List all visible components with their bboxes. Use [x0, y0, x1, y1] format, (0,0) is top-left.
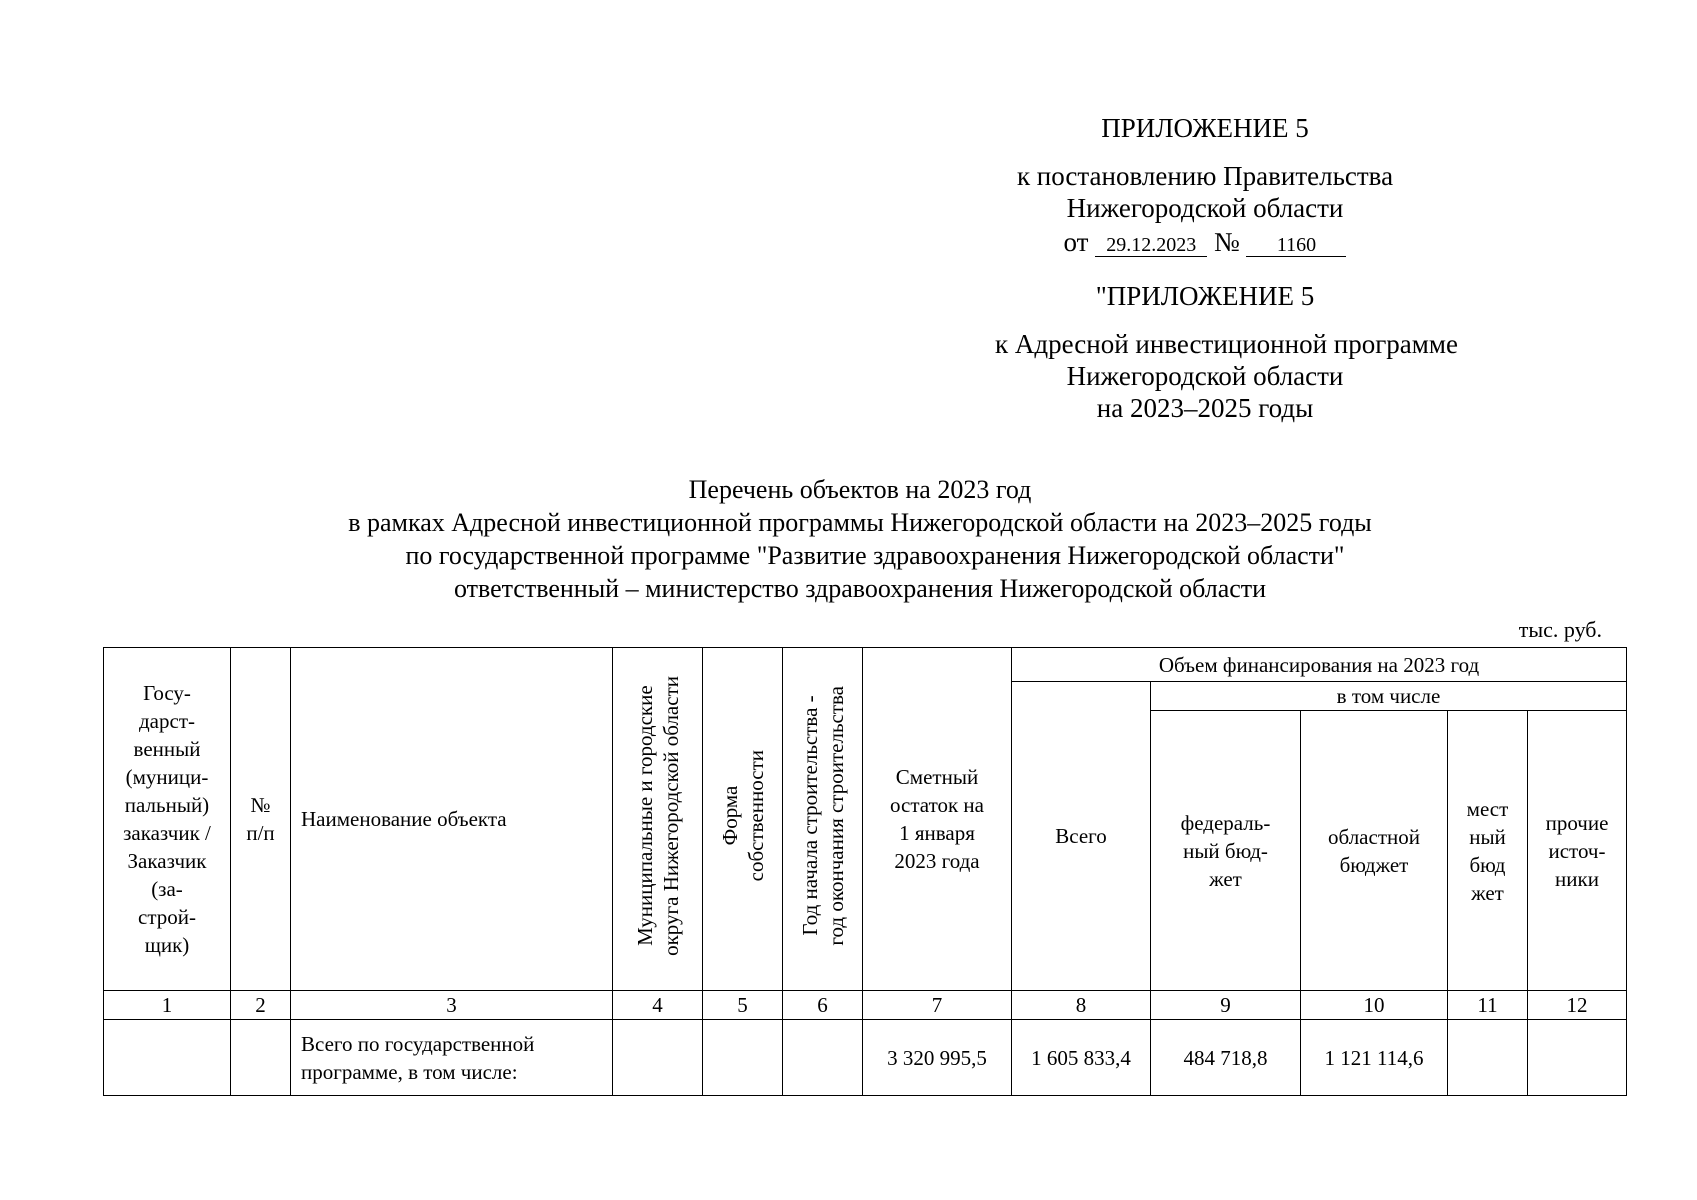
cell-total: 1 605 833,4 [1012, 1020, 1151, 1096]
title-line-3: по государственной программе "Развитие здравоохранения Нижегородской области" [405, 541, 1345, 570]
program-line-2: Нижегородской области [1066, 361, 1344, 391]
decree-date: 29.12.2023 [1095, 234, 1207, 257]
header-total: Всего [1012, 682, 1151, 991]
cell-customer [104, 1020, 231, 1096]
column-numbers-row [104, 991, 1627, 1020]
document-title [260, 473, 1460, 605]
col-number: 10 [1301, 991, 1448, 1020]
col-number: 5 [703, 991, 783, 1020]
appendix-title: ПРИЛОЖЕНИЕ 5 [1101, 113, 1309, 143]
appendix-header [995, 112, 1458, 424]
col-number: 7 [863, 991, 1012, 1020]
cell-local [1448, 1020, 1528, 1096]
col-number: 11 [1448, 991, 1528, 1020]
header-years [783, 648, 863, 991]
number-prefix: № [1213, 227, 1240, 257]
cell-num [231, 1020, 291, 1096]
title-line-1: Перечень объектов на 2023 год [688, 475, 1032, 504]
cell-other [1528, 1020, 1627, 1096]
col-number: 4 [613, 991, 703, 1020]
program-line-3: на 2023–2025 годы [1096, 393, 1314, 423]
header-name: Наименование объекта [291, 648, 613, 991]
decree-line-1: к постановлению Правительства [1016, 161, 1394, 191]
decree-date-line [995, 226, 1415, 258]
header-customer: Госу- дарст- венный (муници- пальный) заказчик / Заказчик (за- строй- щик) [104, 648, 231, 991]
decree-number: 1160 [1246, 234, 1346, 257]
header-num: № п/п [231, 648, 291, 991]
header-local: мест ный бюд жет [1448, 711, 1528, 991]
header-other: прочие источ- ники [1528, 711, 1627, 991]
col-number: 2 [231, 991, 291, 1020]
title-line-4: ответственный – министерство здравоохранения Нижегородской области [453, 574, 1267, 603]
header-regional: областной бюджет [1301, 711, 1448, 991]
cell-ownership [703, 1020, 783, 1096]
col-number: 9 [1151, 991, 1301, 1020]
header-federal: федераль- ный бюд- жет [1151, 711, 1301, 991]
header-balance: Сметный остаток на 1 января 2023 года [863, 648, 1012, 991]
cell-municipal [613, 1020, 703, 1096]
cell-name: Всего по государственной программе, в том числе: [291, 1020, 613, 1096]
cell-federal: 484 718,8 [1151, 1020, 1301, 1096]
cell-balance: 3 320 995,5 [863, 1020, 1012, 1096]
quoted-appendix-title: "ПРИЛОЖЕНИЕ 5 [1095, 281, 1315, 311]
col-number: 12 [1528, 991, 1627, 1020]
cell-years [783, 1020, 863, 1096]
program-line-1: к Адресной инвестиционной программе [995, 329, 1458, 359]
decree-line-2: Нижегородской области [1066, 193, 1344, 223]
header-years-text: Год начала строительства - год окончания строительства [797, 685, 848, 946]
col-number: 8 [1012, 991, 1151, 1020]
header-municipal [613, 648, 703, 991]
units-label: тыс. руб. [1518, 617, 1602, 642]
cell-regional: 1 121 114,6 [1301, 1020, 1448, 1096]
table-row [104, 1020, 1627, 1096]
header-ownership-text: Форма собственности [717, 749, 768, 882]
col-number: 3 [291, 991, 613, 1020]
col-number: 6 [783, 991, 863, 1020]
header-financing: Объем финансирования на 2023 год [1012, 648, 1627, 682]
header-ownership [703, 648, 783, 991]
date-prefix: от [1063, 227, 1089, 257]
header-municipal-text: Муниципальные и городские округа Нижегородской области [632, 675, 683, 956]
title-line-2: в рамках Адресной инвестиционной программы Нижегородской области на 2023–2025 годы [348, 508, 1372, 537]
header-including: в том числе [1151, 682, 1627, 711]
col-number: 1 [104, 991, 231, 1020]
objects-table [103, 647, 1627, 1096]
